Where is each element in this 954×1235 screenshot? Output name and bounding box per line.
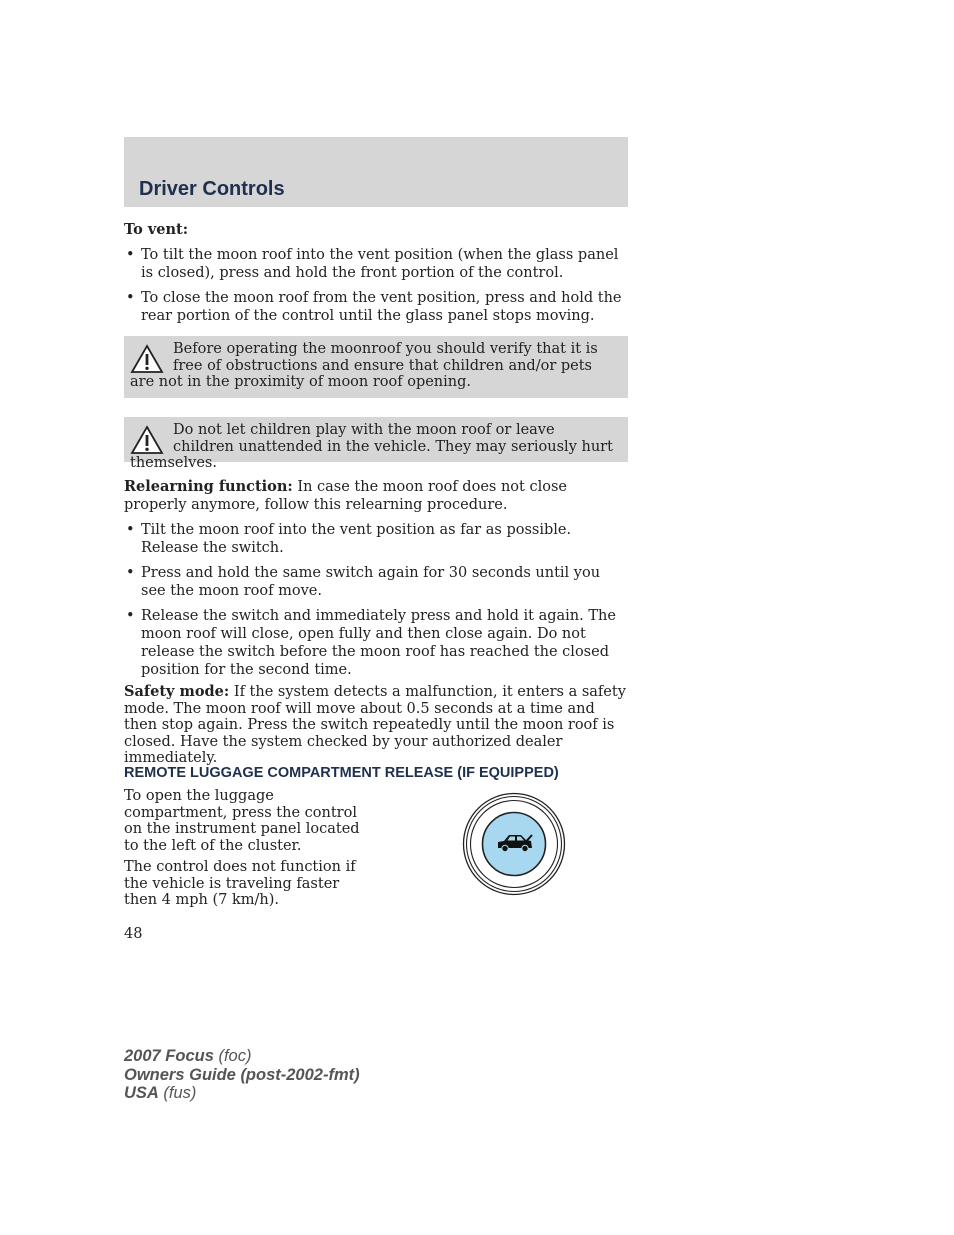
safety-label: Safety mode: [124, 683, 230, 700]
page-number: 48 [124, 926, 143, 942]
list-item: • Press and hold the same switch again for 30 seconds until you see the moon roof move. [126, 565, 601, 599]
trunk-release-button [462, 792, 566, 896]
section-header-band [124, 137, 628, 207]
luggage-paragraph-1: To open the luggage compartment, press the control on the instrument panel located to the left of the cluster. [124, 788, 360, 854]
list-item: • To tilt the moon roof into the vent position (when the glass panel is closed), press and hold the front portion of the control. [126, 247, 619, 281]
section-title: Driver Controls [139, 178, 285, 200]
luggage-heading: REMOTE LUGGAGE COMPARTMENT RELEASE (IF EQUIPPED) [124, 765, 559, 781]
list-item: • Release the switch and immediately press and hold it again. The moon roof will close, open fully and then close again. Do not release the switch before the moon roof has reached the closed position for the second time. [126, 608, 616, 678]
luggage-paragraph-2: The control does not function if the vehicle is traveling faster then 4 mph (7 km/h). [124, 859, 356, 908]
warning-triangle-icon [130, 344, 164, 374]
safety-paragraph: Safety mode: If the system detects a malfunction, it enters a safety mode. The moon roof will move about 0.5 seconds at a time and then stop again. Press the switch repeatedly until the moon roof is closed. Have the system checked by your authorized dealer immediately. [124, 683, 626, 766]
warning-text: Do not let children play with the moon roof or leave children unattended in the vehicle. They may seriously hurt themselves. [130, 422, 613, 471]
warning-triangle-icon [130, 425, 164, 455]
bullet-icon: • [126, 565, 135, 581]
vent-heading: To vent: [124, 221, 189, 238]
warning-box [124, 417, 628, 471]
bullet-icon: • [126, 247, 135, 263]
list-item: • To close the moon roof from the vent position, press and hold the rear portion of the control until the glass panel stops moving. [126, 290, 622, 324]
relearning-paragraph: Relearning function: In case the moon roof does not close properly anymore, follow this relearning procedure. [124, 478, 567, 513]
list-item: • Tilt the moon roof into the vent position as far as possible. Release the switch. [126, 522, 572, 556]
bullet-icon: • [126, 290, 135, 306]
document-footer: 2007 Focus (foc) Owners Guide (post-2002-fmt) USA (fus) [124, 1047, 360, 1102]
relearning-label: Relearning function: [124, 478, 293, 495]
warning-box [124, 336, 628, 398]
warning-text: Before operating the moonroof you should verify that it is free of obstructions and ensure that children and/or pets are not in the proximity of moon roof opening. [130, 341, 598, 390]
bullet-icon: • [126, 522, 135, 538]
bullet-icon: • [126, 608, 135, 624]
